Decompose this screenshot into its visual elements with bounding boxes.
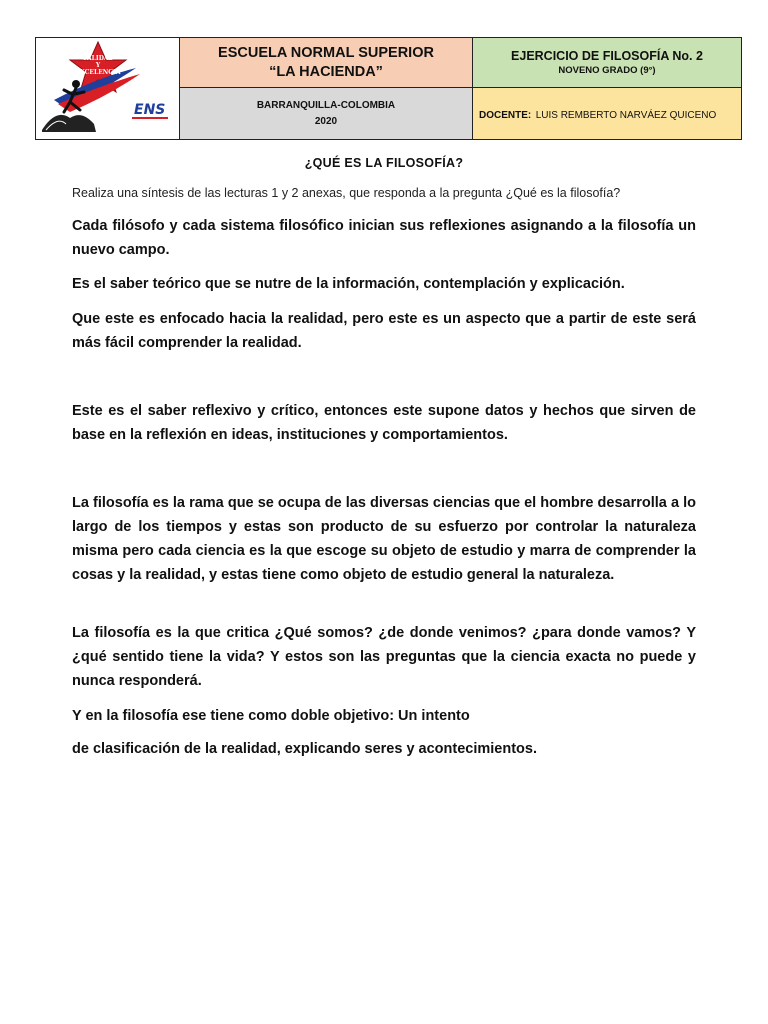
exercise-title: EJERCICIO DE FILOSOFÍA No. 2: [511, 48, 703, 63]
logo-text-top: CALIDAD: [82, 55, 114, 62]
school-logo: [36, 38, 180, 140]
paragraph-2: Es el saber teórico que se nutre de la información, contemplación y explicación.: [72, 276, 625, 292]
logo-brand: ENS: [134, 102, 166, 118]
logo-text-bottom: EXCELENCIA: [75, 69, 121, 76]
grade-label: NOVENO GRADO (9°): [558, 64, 656, 76]
city-label: BARRANQUILLA-COLOMBIA: [256, 99, 396, 111]
city-cell: [180, 88, 473, 140]
teacher-name: LUIS REMBERTO NARVÁEZ QUICENO: [535, 109, 717, 121]
logo-text-mid: Y: [95, 62, 101, 69]
paragraph-3: Que este es enfocado hacia la realidad, pero este es un aspecto que a partir de este será más fácil comprender la realidad.: [72, 311, 696, 351]
paragraph-5: La filosofía es la rama que se ocupa de las diversas ciencias que el hombre desarrolla a lo largo de los tiempos y estas son producto de su esfuerzo por controlar la naturaleza misma pero cada ciencia es la que escoge su objeto de estudio y marra de comprender la cosas y la realidad, y estas tiene como objeto de estudio general la naturaleza.: [72, 495, 696, 583]
exercise-cell: [473, 38, 742, 88]
school-name-line1: ESCUELA NORMAL SUPERIOR: [218, 44, 434, 61]
school-name-cell: [180, 38, 473, 88]
paragraph-7: Y en la filosofía ese tiene como doble objetivo: Un intento: [72, 708, 470, 724]
teacher-label: DOCENTE:: [479, 109, 532, 121]
paragraph-6: La filosofía es la que critica ¿Qué somos? ¿de donde venimos? ¿para donde vamos? Y ¿qué sentido tiene la vida? Y estos son las preguntas que la ciencia exacta no puede y nunca responderá.: [72, 625, 696, 689]
paragraph-1: Cada filósofo y cada sistema filosófico inician sus reflexiones asignando a la filosofía un nuevo campo.: [72, 218, 696, 258]
paragraph-4: Este es el saber reflexivo y crítico, entonces este supone datos y hechos que sirven de base en la reflexión en ideas, instituciones y comportamientos.: [72, 403, 696, 443]
school-logo-icon: [36, 38, 179, 134]
page-title: ¿QUÉ ES LA FILOSOFÍA?: [304, 156, 464, 170]
paragraph-8: de clasificación de la realidad, explicando seres y acontecimientos.: [72, 741, 537, 757]
instruction-text: Realiza una síntesis de las lecturas 1 y 2 anexas, que responda a la pregunta ¿Qué es la filosofía?: [72, 186, 621, 200]
school-name-line2: “LA HACIENDA”: [269, 63, 383, 80]
year-label: 2020: [314, 115, 338, 127]
teacher-cell: [473, 88, 742, 140]
header-table: [35, 37, 742, 140]
